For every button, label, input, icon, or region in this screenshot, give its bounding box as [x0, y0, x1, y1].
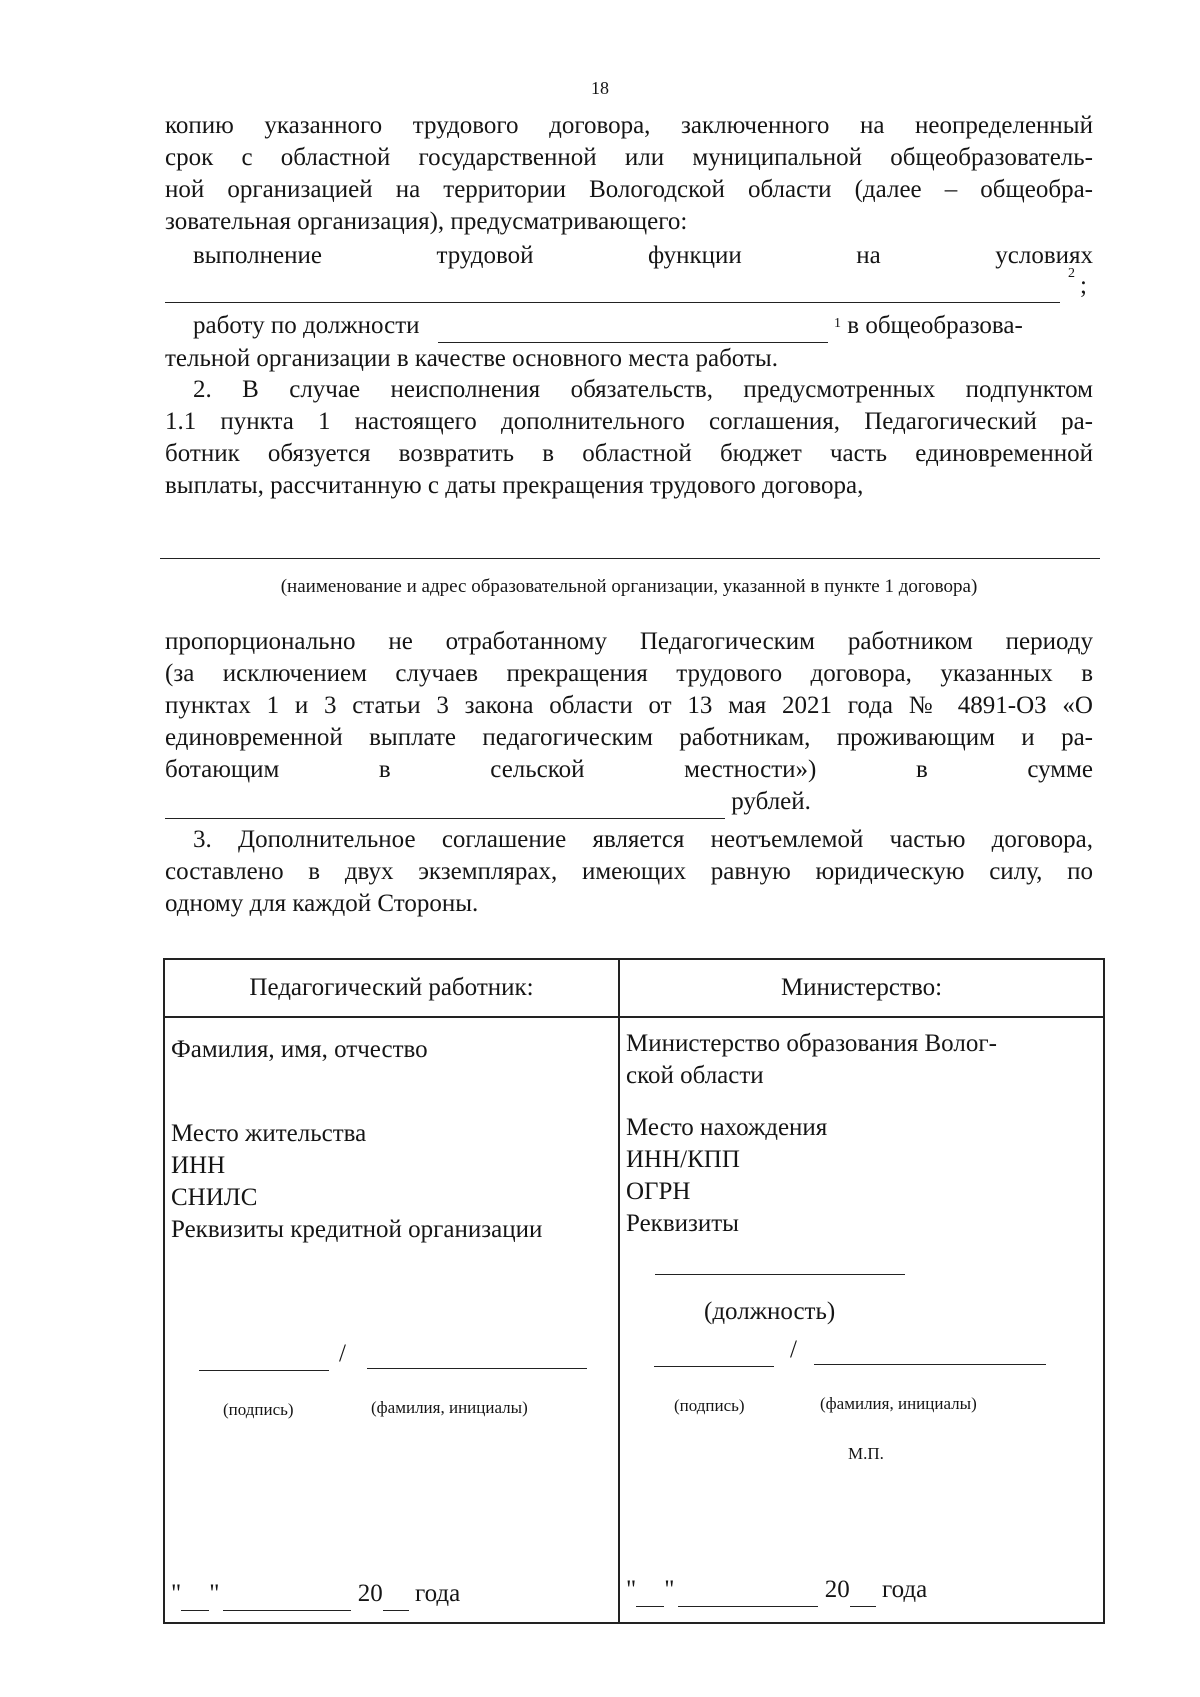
function-conditions-blank [165, 302, 1060, 303]
org-line: Министерство образования Волог- [626, 1030, 997, 1057]
date-word: года [881, 1576, 928, 1603]
ministry-header: Министерство: [619, 959, 1104, 1017]
paragraph-proportional [165, 626, 1093, 819]
page-number: 18 [591, 78, 609, 98]
teacher-fio-label: Фамилия, имя, отчество [171, 1036, 428, 1063]
text-line: тельной организации в качестве основного места работы. [165, 345, 778, 372]
punctuation-mark: ; [1080, 272, 1087, 299]
teacher-header: Педагогический работник: [164, 959, 619, 1017]
text-line: выполнение трудовой функции на условиях [193, 242, 1093, 269]
position-caption: (должность) [704, 1298, 836, 1325]
name-caption: (фамилия, инициалы) [820, 1394, 977, 1413]
signature-caption: (подпись) [674, 1396, 745, 1415]
ministry-details [626, 1112, 827, 1240]
footnote-mark: 1 [834, 316, 842, 331]
text-line: зовательная организация), предусматривающего: [165, 208, 688, 235]
text-line: единовременной выплате педагогическим работникам, проживающим и ра- [165, 724, 1093, 751]
detail-line: ИНН [171, 1152, 226, 1179]
text-line: ботник обязуется возвратить в областной бюджет часть единовременной [165, 440, 1093, 467]
text-line: выплаты, рассчитанную с даты прекращения трудового договора, [165, 472, 864, 499]
organization-caption: (наименование и адрес образовательной организации, указанной в пункте 1 договора) [280, 576, 978, 597]
footnote-mark: 2 [1068, 266, 1075, 281]
text-line: 1.1 пункта 1 настоящего дополнительного соглашения, Педагогический ра- [165, 408, 1093, 435]
slash-separator: / [339, 1340, 346, 1367]
date-year: 20 [824, 1576, 850, 1603]
stamp-label: М.П. [848, 1444, 884, 1463]
text-line: копию указанного трудового договора, заключенного на неопределенный [165, 112, 1093, 139]
date-field: " " 20 года [171, 1578, 460, 1611]
text-line: пунктах 1 и 3 статьи 3 закона области от 13 мая 2021 года № 4891-ОЗ «О [165, 692, 1093, 719]
text-line: 3. Дополнительное соглашение является неотъемлемой частью договора, [193, 826, 1093, 853]
name-blank [367, 1368, 587, 1369]
date-field: " " 20 года [626, 1574, 927, 1607]
position-blank [438, 310, 828, 343]
paragraph-contract-copy [165, 110, 1093, 238]
text-line: 2. В случае неисполнения обязательств, предусмотренных подпунктом [193, 376, 1093, 403]
amount-blank [165, 786, 725, 819]
teacher-details [171, 1118, 542, 1246]
detail-line: Место нахождения [626, 1114, 828, 1141]
text-line: (за исключением случаев прекращения трудового договора, указанных в [165, 660, 1093, 687]
signature-table [163, 958, 1105, 1624]
item-position [165, 310, 1093, 375]
signature-blank [654, 1366, 774, 1367]
detail-line: Реквизиты [626, 1210, 739, 1237]
detail-line: ОГРН [626, 1178, 691, 1205]
org-line: ской области [626, 1062, 764, 1089]
text-line: срок с областной государственной или муниципальной общеобразователь- [165, 144, 1093, 171]
text-line: составлено в двух экземплярах, имеющих равную юридическую силу, по [165, 858, 1093, 885]
slash-separator: / [790, 1336, 797, 1363]
amount-suffix: рублей. [731, 788, 811, 815]
text-line: ной организацией на территории Вологодской области (далее – общеобра- [165, 176, 1093, 203]
date-word: года [414, 1580, 461, 1607]
detail-line: Место жительства [171, 1120, 367, 1147]
signature-blank [199, 1370, 329, 1371]
detail-line: ИНН/КПП [626, 1146, 740, 1173]
text-line: работу по должности [193, 312, 420, 339]
paragraph-copies [165, 824, 1093, 920]
organization-blank-line [160, 558, 1100, 559]
position-signature-blank [655, 1274, 905, 1275]
text-line: одному для каждой Стороны. [165, 890, 479, 917]
paragraph-obligations [165, 374, 1093, 502]
name-caption: (фамилия, инициалы) [371, 1398, 528, 1417]
teacher-column [164, 1017, 619, 1623]
ministry-name [626, 1028, 997, 1092]
text-line: ботающим в сельской местности») в сумме [165, 756, 1093, 783]
name-blank [814, 1364, 1046, 1365]
text-line: пропорционально не отработанному Педагогическим работником периоду [165, 628, 1093, 655]
date-year: 20 [357, 1580, 383, 1607]
ministry-column [619, 1017, 1104, 1623]
signature-caption: (подпись) [223, 1400, 294, 1419]
detail-line: Реквизиты кредитной организации [171, 1216, 543, 1243]
detail-line: СНИЛС [171, 1184, 258, 1211]
item-function [193, 240, 1093, 272]
text-line: в общеобразова- [847, 312, 1023, 339]
